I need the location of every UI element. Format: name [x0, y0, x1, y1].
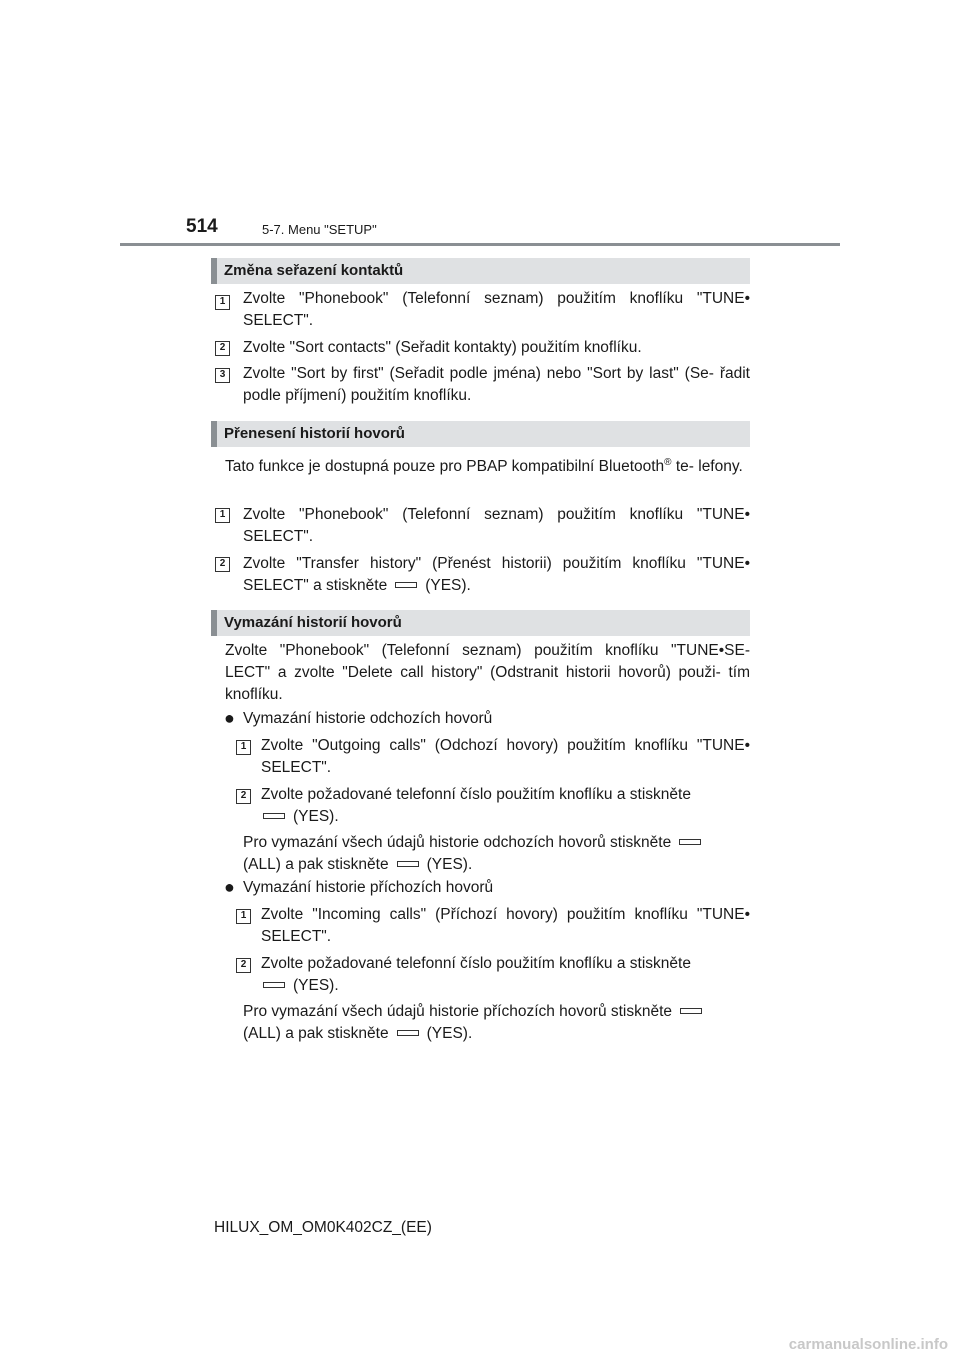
- section-header-transfer-history: Přenesení historií hovorů: [211, 421, 750, 447]
- note-text-a: Pro vymazání všech údajů historie příchozích hovorů stiskněte: [243, 1003, 673, 1020]
- step-text: Zvolte "Incoming calls" (Příchozí hovory) použitím knoflíku "TUNE• SELECT".: [261, 906, 750, 945]
- step-number: 2: [236, 958, 251, 973]
- step-text-a: Zvolte "Transfer history" (Přenést historii) použitím knoflíku "TUNE• SELECT" a stiskněte: [243, 555, 750, 594]
- intro-text-a: Tato funkce je dostupná pouze pro PBAP kompatibilní Bluetooth: [225, 458, 665, 475]
- all-button-icon: [680, 1008, 702, 1014]
- step-number: 2: [215, 341, 230, 356]
- bullet-label: Vymazání historie příchozích hovorů: [243, 879, 494, 896]
- bullet-label: Vymazání historie odchozích hovorů: [243, 710, 493, 727]
- step-number: 2: [236, 789, 251, 804]
- step-number: 1: [236, 909, 251, 924]
- step-number: 1: [215, 508, 230, 523]
- registered-mark: ®: [664, 456, 672, 468]
- intro-text: [225, 456, 750, 478]
- note-text: [243, 1001, 750, 1045]
- yes-button-icon: [397, 861, 419, 867]
- section-title: 5-7. Menu "SETUP": [262, 222, 377, 237]
- all-button-icon: [679, 839, 701, 845]
- step-text: Zvolte "Sort contacts" (Seřadit kontakty) použitím knoflíku.: [243, 339, 642, 356]
- step-text: [243, 553, 750, 597]
- intro-text-b: te- lefony.: [671, 458, 743, 475]
- yes-button-icon: [263, 982, 285, 988]
- step-number: 1: [236, 740, 251, 755]
- step-text: Zvolte "Sort by first" (Seřadit podle jména) nebo "Sort by last" (Se- řadit podle příjmení) použitím knoflíku.: [243, 365, 750, 404]
- step-text: Zvolte "Outgoing calls" (Odchozí hovory) použitím knoflíku "TUNE• SELECT".: [261, 737, 750, 776]
- bullet-icon: ●: [224, 877, 235, 897]
- bullet-icon: ●: [224, 708, 235, 728]
- step-text-b: (YES).: [425, 577, 471, 594]
- yes-button-icon: [397, 1030, 419, 1036]
- step-text: [261, 953, 750, 997]
- step-text-b: (YES).: [293, 977, 339, 994]
- header-rule: [120, 243, 840, 246]
- step-number: 1: [215, 295, 230, 310]
- note-text-c: (YES).: [426, 856, 473, 873]
- section-header-sort-contacts: Změna seřazení kontaktů: [211, 258, 750, 284]
- page-number: 514: [186, 216, 218, 237]
- step-text-b: (YES).: [293, 808, 339, 825]
- step-number: 3: [215, 368, 230, 383]
- section-header-delete-history: Vymazání historií hovorů: [211, 610, 750, 636]
- step-number: 2: [215, 557, 230, 572]
- step-text: [261, 784, 750, 828]
- step-text-a: Zvolte požadované telefonní číslo použitím knoflíku a stiskněte: [261, 955, 691, 972]
- note-text-a: Pro vymazání všech údajů historie odchozích hovorů stiskněte: [243, 834, 672, 851]
- footer-document-code: HILUX_OM_OM0K402CZ_(EE): [214, 1219, 432, 1236]
- step-text: Zvolte "Phonebook" (Telefonní seznam) použitím knoflíku "TUNE• SELECT".: [243, 290, 750, 329]
- yes-button-icon: [395, 582, 417, 588]
- note-text-b: (ALL) a pak stiskněte: [243, 1025, 389, 1042]
- note-text: [243, 832, 750, 876]
- watermark: carmanualsonline.info: [788, 1336, 948, 1353]
- step-text-a: Zvolte požadované telefonní číslo použitím knoflíku a stiskněte: [261, 786, 691, 803]
- note-text-b: (ALL) a pak stiskněte: [243, 856, 389, 873]
- step-text: Zvolte "Phonebook" (Telefonní seznam) použitím knoflíku "TUNE• SELECT".: [243, 506, 750, 545]
- intro-text: Zvolte "Phonebook" (Telefonní seznam) použitím knoflíku "TUNE•SE- LECT" a zvolte "Delete call history" (Odstranit historii hovorů) použi- tím knoflíku.: [225, 642, 750, 703]
- yes-button-icon: [263, 813, 285, 819]
- note-text-c: (YES).: [426, 1025, 473, 1042]
